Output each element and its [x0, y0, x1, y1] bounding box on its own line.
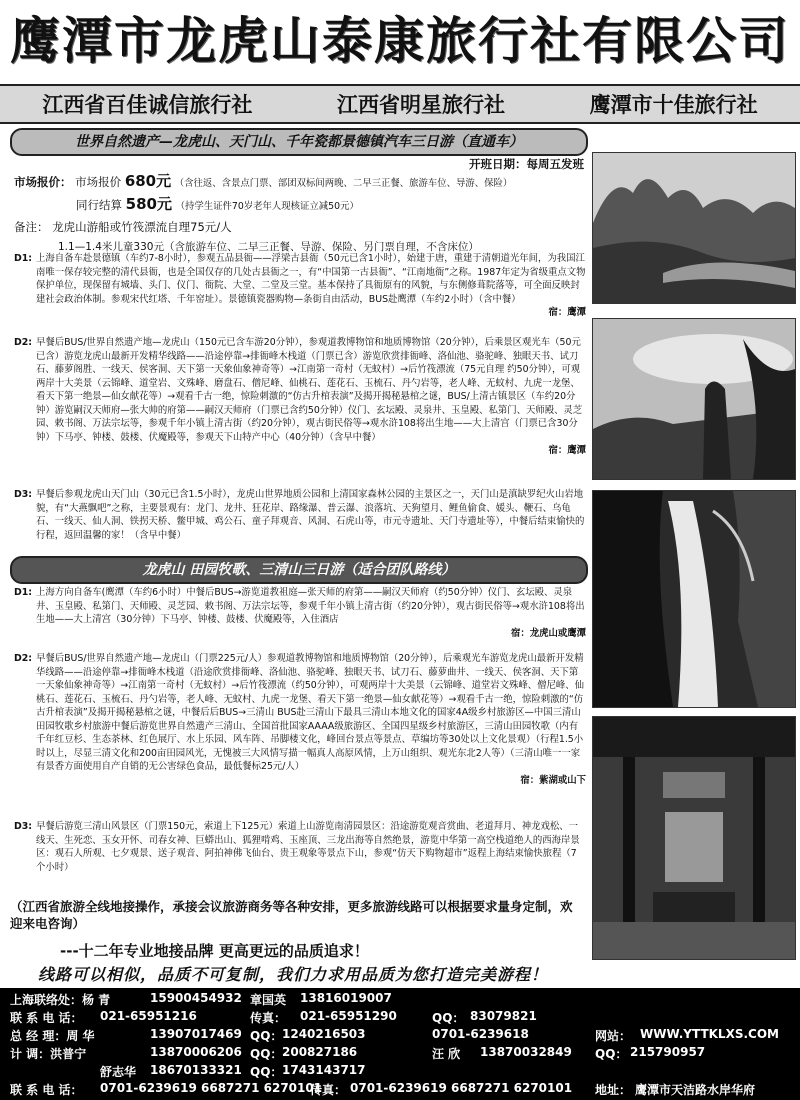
peer-price-prefix: 同行结算: [76, 198, 122, 212]
route1-departure: 开班日期：每周五发班: [469, 157, 584, 171]
photo-temple-hall: [592, 716, 796, 960]
agency-honors-bar: [0, 84, 800, 124]
shanghai-fax: 021-65951290: [300, 1009, 397, 1023]
route2-title: 龙虎山 田园牧歌、三清山三日游（适合团队路线）: [10, 556, 588, 584]
shanghai-fax-label: 传真：: [250, 1011, 287, 1025]
slogan-quality: 线路可以相似，品质不可复制，我们力求用品质为您打造完美游程！: [38, 965, 549, 984]
market-price-note: （含往返、含景点门票、部团双标间两晚、二早三正餐、旅游车位、导游、保险）: [174, 178, 513, 189]
service-notice: （江西省旅游全线地接操作，承接会议旅游商务等各种安排，更多旅游线路可以根据要求量身定制，欢迎来电咨询）: [10, 899, 573, 931]
planner-3-qq: 1743143717: [282, 1063, 366, 1077]
shanghai-contact-2: 章国英: [250, 993, 287, 1007]
route1-title: 世界自然遗产—龙虎山、天门山、千年瓷都景德镇汽车三日游（直通车）: [10, 128, 588, 156]
general-manager: 总 经 理：周 华: [10, 1029, 95, 1043]
slogan-brand: ---十二年专业地接品牌 更高更远的品质追求！: [60, 942, 369, 960]
day-stay: 宿：龙虎山或鹰潭: [510, 627, 586, 639]
day-stay: 宿：紫湖或山下: [520, 774, 586, 786]
market-price: 680元: [124, 172, 172, 190]
route1-price-block: [14, 172, 584, 256]
manager-qq-label: QQ：: [250, 1029, 283, 1043]
planner-1-qq: 200827186: [282, 1045, 358, 1059]
yingtan-tel: 0701-6239619 6687271 6270101: [100, 1081, 323, 1095]
planner-3-phone: 18670133321: [150, 1063, 242, 1077]
peer-price-note: （持学生证件70岁老年人现核证立减50元）: [175, 201, 359, 212]
manager-phone: 13907017469: [150, 1027, 242, 1041]
remark-line-1: 龙虎山游船或竹筏漂流自理75元/人: [52, 220, 232, 234]
day-text: 早餐后参观龙虎山天门山（30元已含1.5小时），龙虎山世界地质公园和上清国家森林公园的主景区之一，天门山是滇缺罗纪火山岩地貌，有“大燕飘吧”之称，主要景观有：龙门、龙井、狂花岸、路缘瀑、普云瀑、浪落坑、天狗望月、鲤鱼偷食、媛头、鞭石、乌龟石、一线天、仙人洞、铁拐天桥、鳖甲城、鸡公石、童子拜观音、风洞、石虎山等，市元寺遗址、天门寺遗址等），中餐后结束愉快的行程，返回温馨的家！（含早中餐）: [36, 489, 585, 541]
agency-honor-3: 鹰潭市十佳旅行社: [589, 93, 758, 117]
agency-honor-2: 江西省明星旅行社: [336, 93, 505, 117]
address: 鹰潭市天洁路水岸华府: [635, 1083, 756, 1097]
website-label: 网站：: [595, 1029, 632, 1043]
manager-tel: 0701-6239618: [432, 1027, 529, 1041]
shanghai-office: 上海联络处：杨 青: [10, 993, 111, 1007]
photo-mountain-river: [592, 152, 796, 304]
day-stay: 宿：鹰潭: [548, 307, 586, 318]
company-title: 鹰潭市龙虎山泰康旅行社有限公司: [10, 11, 790, 70]
day-text: 上海自备车赴景德镇（车约7-8小时），参观五品县衙——浮梁古县衙（50元已含1小时），始建于唐，重建于清朝道光年间，为我国江南唯一保存较完整的清代县衙，也是全国仅存的几处古县衙之一，有“中国第一古县衙”、“江南地衙”之称。1987年定为省级重点文物保护单位，现保留有城墙、头门、仪门、衙院、大堂、二堂及三堂。基本保持了具衙原有的风貌，与东侧修葺院落等，可全面反映封建社会政治体制。参观宋代红塔、千年窑址）。景德镇瓷器购物—条街自由活动，BUS赴鹰潭（车约2小时）（含中餐）: [36, 253, 586, 305]
yingtan-tel-label: 联 系 电 话：: [10, 1083, 83, 1097]
planner-2-qq: 215790957: [630, 1045, 706, 1059]
route2-day2: [14, 652, 586, 787]
day-text: 早餐后BUS/世界自然遗产地—龙虎山（门票225元/人）参观道教博物馆和地质博物馆（20分钟），后乘观光车游览龙虎山最新开发精华线路——沿途停靠→排衙峰木栈道（沿途欣赏排衙峰、洛仙池、骆驼峰、独眼天书、试刀石、藤萝曲井、一线天、侯客洞、天下第一天象仙象神奇等）→江南第一奇村（无蚊村）→后竹筏漂流（约50分钟），可观两岸十大美景（云锦峰、道堂岩文殊峰、僧尼峰、仙桃石、莲花石、玉梳石、丹勺岩等，老人峰、无蚊村、九虎一龙堡、看天下第一绝景—仙女献花等）→观看千古一绝，惊险刺激的“仿古升棺表演”及揭开揭秘悬棺之谜，中餐后后BUS→三清山 BUS赴三清山下最具三清山本地文化的国家4A级乡村旅游区—中国三清山田园牧歌乡村旅游中餐后游览世界自然遗产三清山、全国首批国家AAAA级旅游区、全国四星级乡村旅游区，三清山田园牧歌（内有千年红豆杉、生态茶林、红色展厅、水上乐园、风车阵、吊脚楼文化，峰回台景点等景点、草编坊等30处以上文化景观）（行程1.5小时以上，尽显三清文化和200亩田园风光，无愧被三大风情写描一幅真人高原风情，上万山组织、观光东北2人等）（三清山唯一一家有景香方面使用自产自销的无公害绿色食品，最低餐标25元/人）: [36, 653, 584, 772]
planner-3-qq-label: QQ：: [250, 1065, 283, 1079]
contact-footer: [0, 988, 800, 1100]
yingtan-fax: 0701-6239619 6687271 6270101: [350, 1081, 573, 1095]
address-label: 地址：: [595, 1083, 632, 1097]
remark-label: 备注：: [14, 220, 49, 234]
route1-day3: [14, 488, 586, 542]
day-text: 早餐后游览三清山风景区（门票150元，索道上下125元）索道上山游览南清园景区：沿途游览观音赏曲、老道拜月、神龙戏松、一线天、生死恋、玉女开怀、司春女神、巨蟒出山、狐狸啃鸡、玉座顶、三龙出海等自然绝景，游览中华第一高空栈道绝人的西海岸景区：观石人所观、七夕观景、送子观音、阿拍神佛飞仙台、贵王观象等景点下山，参观“仿天下购物超市”返程上海结束愉快旅程（7个小时）: [36, 821, 580, 873]
photo-rock-peak: [592, 318, 796, 480]
planner-1-qq-label: QQ：: [250, 1047, 283, 1061]
planner-3: 舒志华: [100, 1065, 137, 1079]
shanghai-phone-1: 15900454932: [150, 991, 242, 1005]
remark-line-2: 1.1—1.4米儿童330元（含旅游车位、二早三正餐、导游、保险、另门票自理，不含床位）: [58, 241, 479, 253]
photo-waterfall: [592, 490, 796, 708]
route1-day1: [14, 252, 586, 320]
planner-2: 汪 欣: [432, 1047, 461, 1061]
shanghai-tel-label: 联 系 电 话：: [10, 1011, 83, 1025]
market-price-label: 市场报价：: [14, 175, 72, 189]
route1-day2: [14, 336, 586, 458]
planner-1-phone: 13870006206: [150, 1045, 242, 1059]
day-stay: 宿：鹰潭: [548, 445, 586, 456]
day-text: 早餐后BUS/世界自然遗产地—龙虎山（150元已含车游20分钟），参观道教博物馆和地质博物馆（20分钟），后乘景区观光车（50元已含）游览龙虎山最新开发精华线路——沿途停靠→排衙峰木栈道（门票已含）游览欣赏排衙峰、洛仙池、骆驼峰、独眼天书、试刀石、藤萝阁胜、一线天、侯客洞、天下第一天象仙象神奇等）→江南第一奇村（无蚊村）→后竹筏漂流（75元自理 约50分钟），可观两岸十大美景（云锦峰、道堂岩、文殊峰、磨盘石、僧尼峰、仙桃石、莲花石、玉梳石、丹勺岩等，老人峰、无蚊村、九虎一龙堡、看天下第一绝景—仙女献花等）→观看千古一绝，惊险刺激的“仿古升棺表演”及揭开揭秘悬棺之谜，BUS/上清古镇景区（车约20分钟）游览嗣汉天师府—张大帅的府第——嗣汉天师府（门票已含约50分钟）仪门、玄坛殿、灵泉井、玉皇殿、私第门、天师殿、灵芝园、敕书阁、万法宗坛等，参观千年小镇上清古街（约20分钟），观古街民俗等→观水浒108将出生地——大上清宫（门票已含30分钟）下马亭、钟楼、鼓楼、伏魔殿等，参观天下山特产中心（40分钟）（含早中餐）: [36, 337, 583, 443]
day-label: D3:: [14, 489, 33, 500]
day-label: D1:: [14, 253, 33, 264]
day-label: D3:: [14, 821, 33, 832]
route2-day1: [14, 586, 586, 640]
manager-qq: 1240216503: [282, 1027, 366, 1041]
day-text: 上海方向自备车(鹰潭（车约6小时）中餐后BUS→游览道教祖庭—张天师的府第——嗣汉天师府（约50分钟）仪门、玄坛殿、灵泉井、玉皇殿、私第门、天师殿、灵芝园、敕书阁、万法宗坛等，参观千年小镇上清古街（约20分钟），观古街民俗等→观水浒108将出生地——大上清宫（30分钟）下马亭、钟楼、鼓楼、伏魔殿等，入住酒店: [36, 587, 585, 625]
shanghai-qq: 83079821: [470, 1009, 537, 1023]
planner-1: 计 调：洪普宁: [10, 1047, 87, 1061]
website-url[interactable]: WWW.YTTKLXS.COM: [640, 1027, 779, 1041]
shanghai-phone-2: 13816019007: [300, 991, 392, 1005]
route2-day3: [14, 820, 586, 874]
shanghai-tel: 021-65951216: [100, 1009, 197, 1023]
shanghai-qq-label: QQ：: [432, 1011, 465, 1025]
planner-2-qq-label: QQ：: [595, 1047, 628, 1061]
market-price-prefix: 市场报价: [75, 175, 122, 189]
day-label: D2:: [14, 337, 33, 348]
peer-price: 580元: [125, 195, 172, 213]
planner-2-phone: 13870032849: [480, 1045, 572, 1059]
agency-honor-1: 江西省百佳诚信旅行社: [42, 93, 253, 117]
day-label: D1:: [14, 587, 33, 598]
day-label: D2:: [14, 653, 33, 664]
yingtan-fax-label: 传真：: [310, 1083, 347, 1097]
